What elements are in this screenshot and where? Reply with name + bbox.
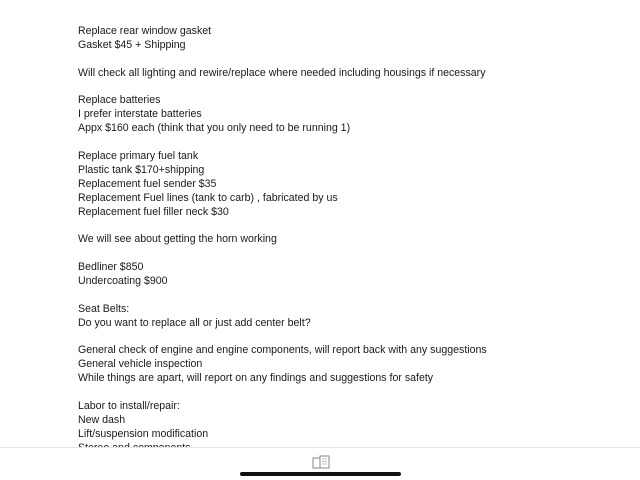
document-line: General vehicle inspection: [78, 358, 203, 371]
document-line: Replacement fuel filler neck $30: [78, 205, 229, 218]
document-line: We will see about getting the horn working: [78, 233, 277, 246]
paragraph-gap: [78, 81, 618, 95]
document-line: Will check all lighting and rewire/replace where needed including housings if necessary: [78, 66, 486, 79]
document-line: Lift/suspension modification: [78, 427, 209, 440]
document-line: Appx $160 each (think that you only need to be running 1): [78, 122, 351, 135]
document-line: Do you want to replace all or just add center belt?: [78, 316, 311, 329]
document-line: Seat Belts:: [78, 302, 130, 315]
document-line: Replace primary fuel tank: [78, 150, 199, 163]
paragraph-gap: [78, 289, 618, 303]
home-indicator[interactable]: [240, 472, 401, 476]
document-line: Bedliner $850: [78, 261, 144, 274]
paragraph-gap: [78, 219, 618, 233]
document-line: Plastic tank $170+shipping: [78, 163, 205, 176]
document-line: I prefer interstate batteries: [78, 108, 202, 121]
pages-icon[interactable]: [311, 455, 331, 471]
document-line: Replacement fuel sender $35: [78, 177, 217, 190]
document-line: Replace batteries: [78, 94, 161, 107]
document-line: While things are apart, will report on any findings and suggestions for safety: [78, 372, 434, 385]
paragraph-gap: [78, 331, 618, 345]
document-line: New dash: [78, 413, 126, 426]
document-body: [78, 25, 618, 456]
document-line: Undercoating $900: [78, 275, 168, 288]
document-line: Labor to install/repair:: [78, 400, 180, 413]
paragraph-gap: [78, 247, 618, 261]
paragraph-gap: [78, 53, 618, 67]
paragraph-gap: [78, 386, 618, 400]
paragraph-gap: [78, 136, 618, 150]
document-line: Replacement Fuel lines (tank to carb) , fabricated by us: [78, 191, 338, 204]
document-line: General check of engine and engine components, will report back with any suggestions: [78, 344, 487, 357]
document-line: Replace rear window gasket: [78, 25, 212, 37]
document-line: Gasket $45 + Shipping: [78, 38, 186, 51]
